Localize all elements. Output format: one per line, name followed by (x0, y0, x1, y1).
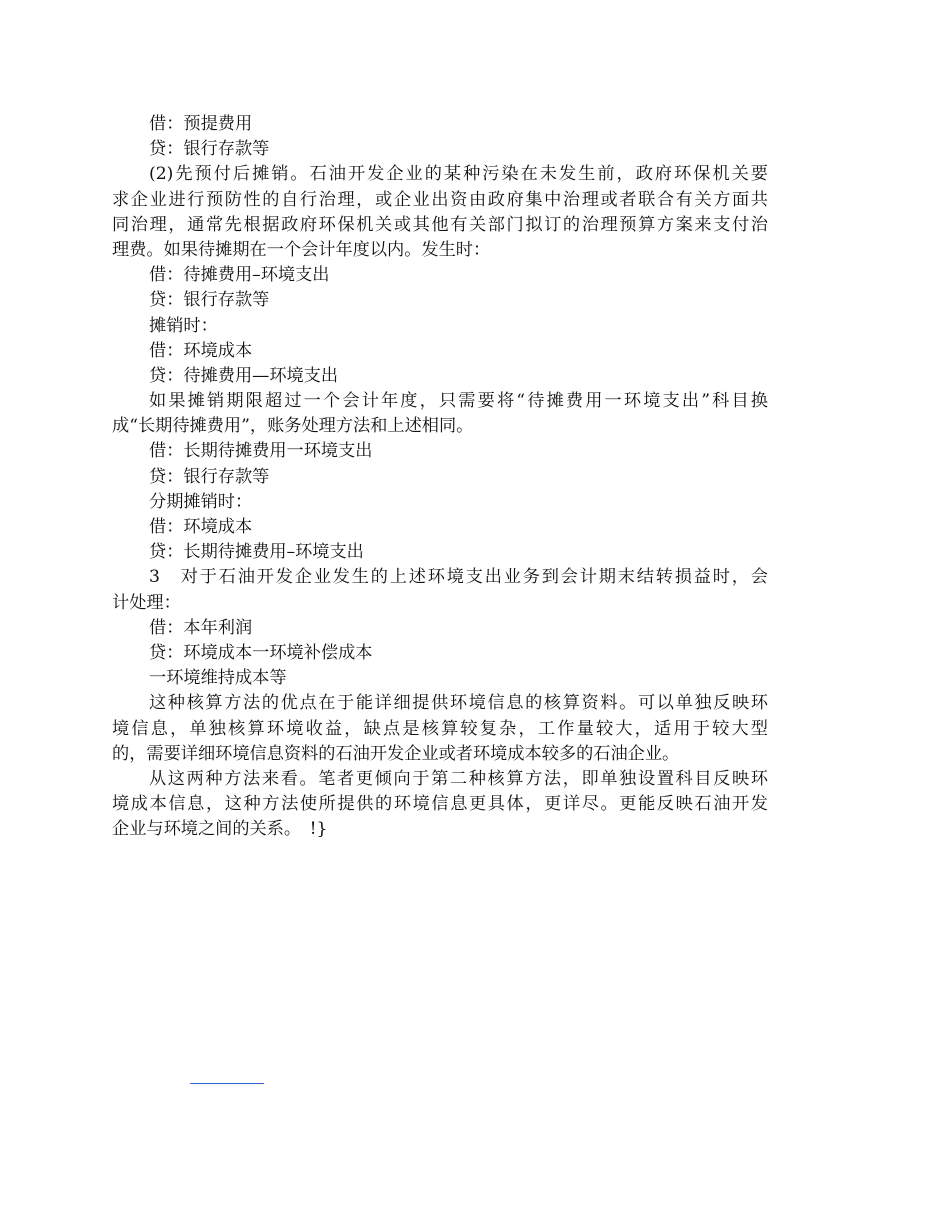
text-line: 借：本年利润 (149, 617, 253, 638)
text-line: 借：长期待摊费用一环境支出 (149, 441, 373, 462)
text-line: 贷：环境成本一环境补偿成本 (149, 642, 373, 663)
text-line: 借：环境成本 (149, 517, 253, 537)
footnote-separator (190, 1083, 264, 1084)
text-line: 借：预提费用 (149, 114, 253, 134)
text-line: 求企业进行预防性的自行治理，或企业出资由政府集中治理或者联合有关方面共 (112, 189, 768, 210)
text-line: 境信息，单独核算环境收益，缺点是核算较复杂，工作量较大，适用于较大型 (112, 718, 768, 739)
text-line: 贷：银行存款等 (149, 290, 270, 311)
text-line: 摊销时： (149, 315, 218, 336)
text-line: 贷：银行存款等 (149, 139, 270, 160)
text-line: 同治理，通常先根据政府环保机关或其他有关部门拟订的治理预算方案来支付治 (112, 214, 768, 235)
document-body (112, 112, 768, 842)
text-line: 这种核算方法的优点在于能详细提供环境信息的核算资料。可以单独反映环 (149, 693, 768, 714)
text-line: 的，需要详细环境信息资料的石油开发企业或者环境成本较多的石油企业。 (112, 743, 680, 764)
text-line: 计处理： (112, 592, 181, 613)
text-line: 从这两种方法来看。笔者更倾向于第二种核算方法，即单独设置科目反映环 (149, 768, 768, 789)
text-line: 3 对于石油开发企业发生的上述环境支出业务到会计期末结转损益时，会 (149, 567, 768, 588)
text-line: 贷：待摊费用—环境支出 (149, 365, 339, 386)
text-line: 如果摊销期限超过一个会计年度，只需要将“待摊费用一环境支出”科目换 (149, 391, 768, 412)
text-line: 企业与环境之间的关系。 !} (112, 819, 328, 840)
text-line: 借：待摊费用–环境支出 (149, 265, 330, 286)
text-line: 贷：长期待摊费用–环境支出 (149, 542, 364, 563)
text-line: 借：环境成本 (149, 340, 253, 361)
text-line: 贷：银行存款等 (149, 466, 270, 487)
text-line: 成“长期待摊费用”，账务处理方法和上述相同。 (112, 416, 474, 437)
text-line: 一环境维持成本等 (149, 668, 287, 689)
text-line: (2)先预付后摊销。石油开发企业的某种污染在未发生前，政府环保机关要 (149, 164, 768, 185)
text-line: 理费。如果待摊期在一个会计年度以内。发生时： (112, 239, 491, 260)
text-line: 分期摊销时： (149, 491, 253, 512)
text-line: 境成本信息，这种方法使所提供的环境信息更具体，更详尽。更能反映石油开发 (112, 794, 768, 815)
